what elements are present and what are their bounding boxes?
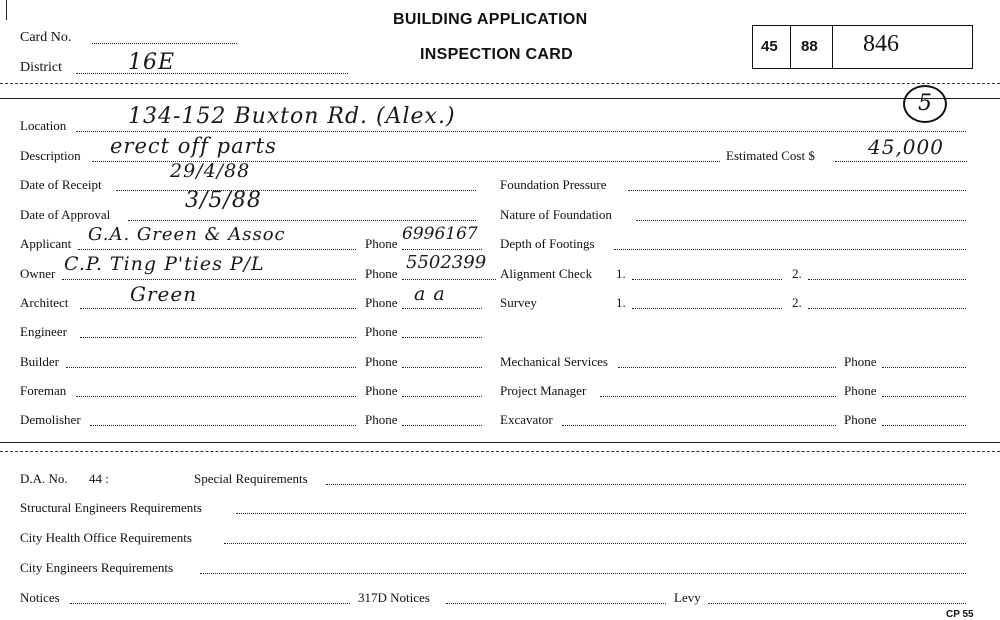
card-number-box <box>752 25 973 69</box>
excavator-phone-label: Phone <box>844 412 877 427</box>
card-no-label: Card No. <box>20 30 72 45</box>
demolisher-field[interactable] <box>90 425 356 426</box>
circled-number: 5 <box>903 85 947 123</box>
box-year-b: 88 <box>801 38 818 55</box>
foreman-label: Foreman <box>20 383 67 398</box>
owner-phone-label: Phone <box>365 266 398 281</box>
title-line-1: BUILDING APPLICATION <box>393 11 588 28</box>
special-requirements-label: Special Requirements <box>194 471 308 486</box>
levy-label: Levy <box>674 590 701 605</box>
applicant-value: G.A. Green & Assoc <box>88 224 286 245</box>
demolisher-label: Demolisher <box>20 412 81 427</box>
survey-label: Survey <box>500 295 537 310</box>
owner-phone-value: 5502399 <box>406 252 487 273</box>
estimated-cost-field[interactable] <box>835 161 967 162</box>
applicant-field[interactable] <box>78 249 356 250</box>
engineer-label: Engineer <box>20 324 67 339</box>
health-requirements-field[interactable] <box>224 543 966 544</box>
header-divider <box>0 83 1000 84</box>
alignment-check-num-1: 1. <box>616 266 626 281</box>
date-approval-field[interactable] <box>128 220 476 221</box>
district-label: District <box>20 60 62 75</box>
owner-phone-field[interactable] <box>402 279 496 280</box>
project-manager-field[interactable] <box>600 396 836 397</box>
da-no-value: 44 : <box>89 471 109 486</box>
date-receipt-field[interactable] <box>116 190 476 191</box>
structural-requirements-field[interactable] <box>236 513 966 514</box>
alignment-check-label: Alignment Check <box>500 266 593 281</box>
notices-field[interactable] <box>70 603 350 604</box>
date-receipt-value: 29/4/88 <box>170 160 251 182</box>
fields-top-rule <box>0 98 1000 99</box>
notices-317d-label: 317D Notices <box>358 590 430 605</box>
demolisher-phone-field[interactable] <box>402 425 482 426</box>
description-value: erect off parts <box>110 134 277 158</box>
survey-num-2: 2. <box>792 295 802 310</box>
alignment-check-field-1[interactable] <box>632 279 782 280</box>
requirements-dash-rule <box>0 451 1000 452</box>
project-manager-phone-field[interactable] <box>882 396 966 397</box>
engineer-phone-label: Phone <box>365 324 398 339</box>
box-year-a: 45 <box>761 38 778 55</box>
foundation-pressure-field[interactable] <box>628 190 966 191</box>
mechanical-services-field[interactable] <box>618 367 836 368</box>
excavator-field[interactable] <box>562 425 836 426</box>
architect-phone-value: a a <box>414 283 446 305</box>
foreman-phone-label: Phone <box>365 383 398 398</box>
builder-phone-field[interactable] <box>402 367 482 368</box>
foreman-field[interactable] <box>76 396 356 397</box>
da-no-label: D.A. No. <box>20 471 68 486</box>
owner-field[interactable] <box>62 279 356 280</box>
nature-foundation-label: Nature of Foundation <box>500 207 612 222</box>
engineer-field[interactable] <box>80 337 356 338</box>
location-field[interactable] <box>76 131 966 132</box>
architect-field[interactable] <box>80 308 356 309</box>
engineer-phone-field[interactable] <box>402 337 482 338</box>
box-card-number: 846 <box>863 31 899 57</box>
architect-phone-label: Phone <box>365 295 398 310</box>
architect-phone-field[interactable] <box>402 308 482 309</box>
notices-label: Notices <box>20 590 60 605</box>
foreman-phone-field[interactable] <box>402 396 482 397</box>
applicant-phone-value: 6996167 <box>402 224 478 244</box>
city-engineers-requirements-label: City Engineers Requirements <box>20 560 174 575</box>
form-code: CP 55 <box>946 609 974 620</box>
special-requirements-field[interactable] <box>326 484 966 485</box>
alignment-check-field-2[interactable] <box>808 279 966 280</box>
project-manager-phone-label: Phone <box>844 383 877 398</box>
structural-requirements-label: Structural Engineers Requirements <box>20 500 202 515</box>
district-field[interactable] <box>76 73 348 74</box>
architect-label: Architect <box>20 295 69 310</box>
description-label: Description <box>20 148 81 163</box>
applicant-phone-field[interactable] <box>402 249 482 250</box>
builder-phone-label: Phone <box>365 354 398 369</box>
builder-label: Builder <box>20 354 59 369</box>
mechanical-services-label: Mechanical Services <box>500 354 608 369</box>
builder-field[interactable] <box>66 367 356 368</box>
demolisher-phone-label: Phone <box>365 412 398 427</box>
foundation-pressure-label: Foundation Pressure <box>500 177 607 192</box>
depth-footings-field[interactable] <box>614 249 966 250</box>
survey-num-1: 1. <box>616 295 626 310</box>
estimated-cost-label: Estimated Cost $ <box>726 148 815 163</box>
mechanical-phone-field[interactable] <box>882 367 966 368</box>
mechanical-phone-label: Phone <box>844 354 877 369</box>
excavator-label: Excavator <box>500 412 553 427</box>
owner-value: C.P. Ting P'ties P/L <box>64 253 265 275</box>
card-no-field[interactable] <box>92 43 237 44</box>
city-engineers-requirements-field[interactable] <box>200 573 966 574</box>
date-approval-label: Date of Approval <box>20 207 111 222</box>
alignment-check-num-2: 2. <box>792 266 802 281</box>
levy-field[interactable] <box>708 603 966 604</box>
depth-footings-label: Depth of Footings <box>500 236 595 251</box>
health-requirements-label: City Health Office Requirements <box>20 530 192 545</box>
estimated-cost-value: 45,000 <box>868 135 944 159</box>
location-label: Location <box>20 118 67 133</box>
applicant-phone-label: Phone <box>365 236 398 251</box>
title-line-2: INSPECTION CARD <box>420 46 573 63</box>
owner-label: Owner <box>20 266 56 281</box>
applicant-label: Applicant <box>20 236 72 251</box>
district-value: 16E <box>128 50 176 75</box>
notices-317d-field[interactable] <box>446 603 666 604</box>
survey-field-1[interactable] <box>632 308 782 309</box>
nature-foundation-field[interactable] <box>636 220 966 221</box>
date-receipt-label: Date of Receipt <box>20 177 102 192</box>
architect-value: Green <box>130 282 198 306</box>
survey-field-2[interactable] <box>808 308 966 309</box>
location-value: 134-152 Buxton Rd. (Alex.) <box>128 104 456 129</box>
excavator-phone-field[interactable] <box>882 425 966 426</box>
date-approval-value: 3/5/88 <box>185 188 262 213</box>
project-manager-label: Project Manager <box>500 383 587 398</box>
requirements-top-rule <box>0 442 1000 443</box>
